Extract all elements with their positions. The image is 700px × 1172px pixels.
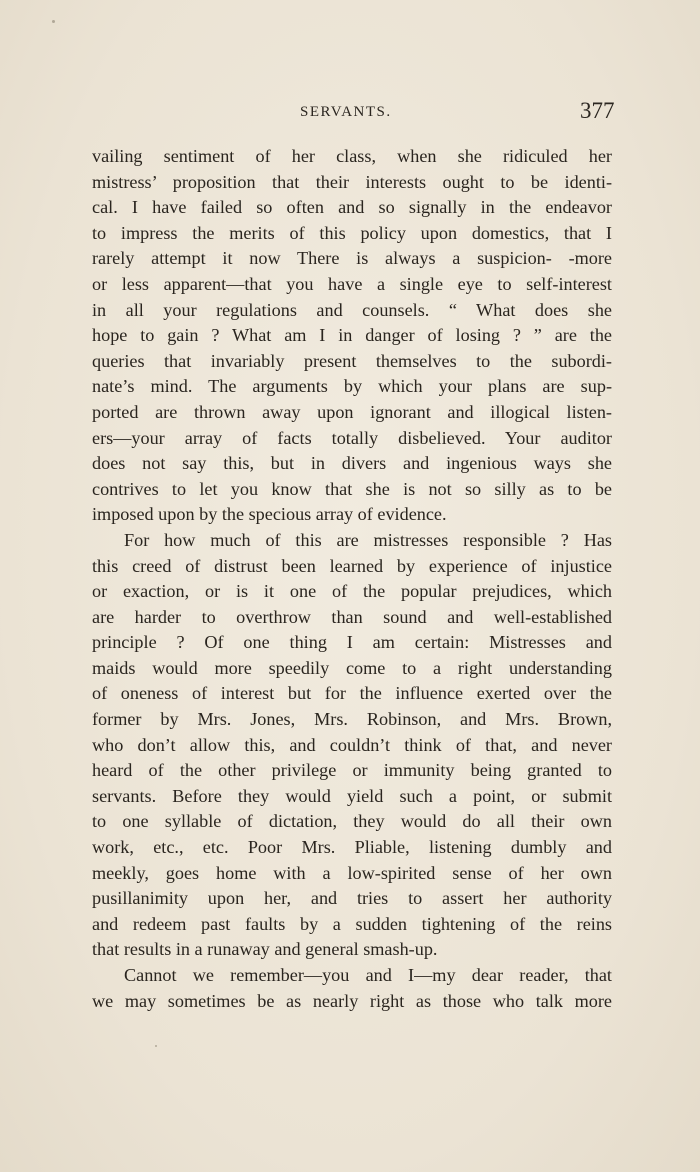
text-line: imposed upon by the specious array of evidence. <box>92 504 447 525</box>
text-line: nate’s mind. The arguments by which your plans are sup- <box>92 376 612 397</box>
text-line: queries that invariably present themselves to the subordi- <box>92 350 612 371</box>
text-line: For how much of this are mistresses responsible ? Has <box>124 529 612 550</box>
text-line: to impress the merits of this policy upon domestics, that I <box>92 222 612 243</box>
text-line: mistress’ proposition that their interests ought to be identi- <box>92 171 612 192</box>
text-line: ported are thrown away upon ignorant and illogical listen- <box>92 401 612 422</box>
text-line: this creed of distrust been learned by experience of injustice <box>92 555 612 576</box>
text-line: contrives to let you know that she is not so silly as to be <box>92 478 612 499</box>
text-line: does not say this, but in divers and ingenious ways she <box>92 453 612 474</box>
text-line: hope to gain ? What am I in danger of losing ? ” are the <box>92 325 612 346</box>
text-line: heard of the other privilege or immunity being granted to <box>92 760 612 781</box>
text-line: cal. I have failed so often and so signally in the endeavor <box>92 197 612 218</box>
text-line: former by Mrs. Jones, Mrs. Robinson, and Mrs. Brown, <box>92 709 612 730</box>
text-line: servants. Before they would yield such a point, or submit <box>92 785 612 806</box>
text-line: or less apparent—that you have a single eye to self-interest <box>92 273 612 294</box>
text-line: to one syllable of dictation, they would do all their own <box>92 811 612 832</box>
text-line: rarely attempt it now There is always a suspicion- -more <box>92 248 612 269</box>
text-line: principle ? Of one thing I am certain: Mistresses and <box>92 632 612 653</box>
text-line: of oneness of interest but for the influence exerted over the <box>92 683 612 704</box>
running-head <box>0 98 700 128</box>
running-head-title: SERVANTS. <box>300 104 392 120</box>
text-line: who don’t allow this, and couldn’t think of that, and never <box>92 734 612 755</box>
text-line: maids would more speedily come to a right understanding <box>92 657 612 678</box>
text-line: vailing sentiment of her class, when she ridiculed her <box>92 146 612 166</box>
text-line: work, etc., etc. Poor Mrs. Pliable, listening dumbly and <box>92 837 612 858</box>
text-line: that results in a runaway and general smash-up. <box>92 939 438 960</box>
body-text <box>92 144 612 1014</box>
text-line: Cannot we remember—you and I—my dear reader, that <box>124 965 612 985</box>
paper-speck <box>155 1045 157 1047</box>
text-line: are harder to overthrow than sound and well-established <box>92 606 612 627</box>
text-line: pusillanimity upon her, and tries to assert her authority <box>92 888 612 909</box>
text-line: or exaction, or is it one of the popular prejudices, which <box>92 581 612 602</box>
text-line: in all your regulations and counsels. “ What does she <box>92 299 612 320</box>
paper-speck <box>52 20 55 23</box>
text-line: ers—your array of facts totally disbelieved. Your auditor <box>92 427 612 448</box>
text-line: and redeem past faults by a sudden tightening of the reins <box>92 913 612 934</box>
text-line: meekly, goes home with a low-spirited sense of her own <box>92 862 612 883</box>
text-line: we may sometimes be as nearly right as those who talk more <box>92 990 612 1011</box>
page-number: 377 <box>580 98 615 123</box>
